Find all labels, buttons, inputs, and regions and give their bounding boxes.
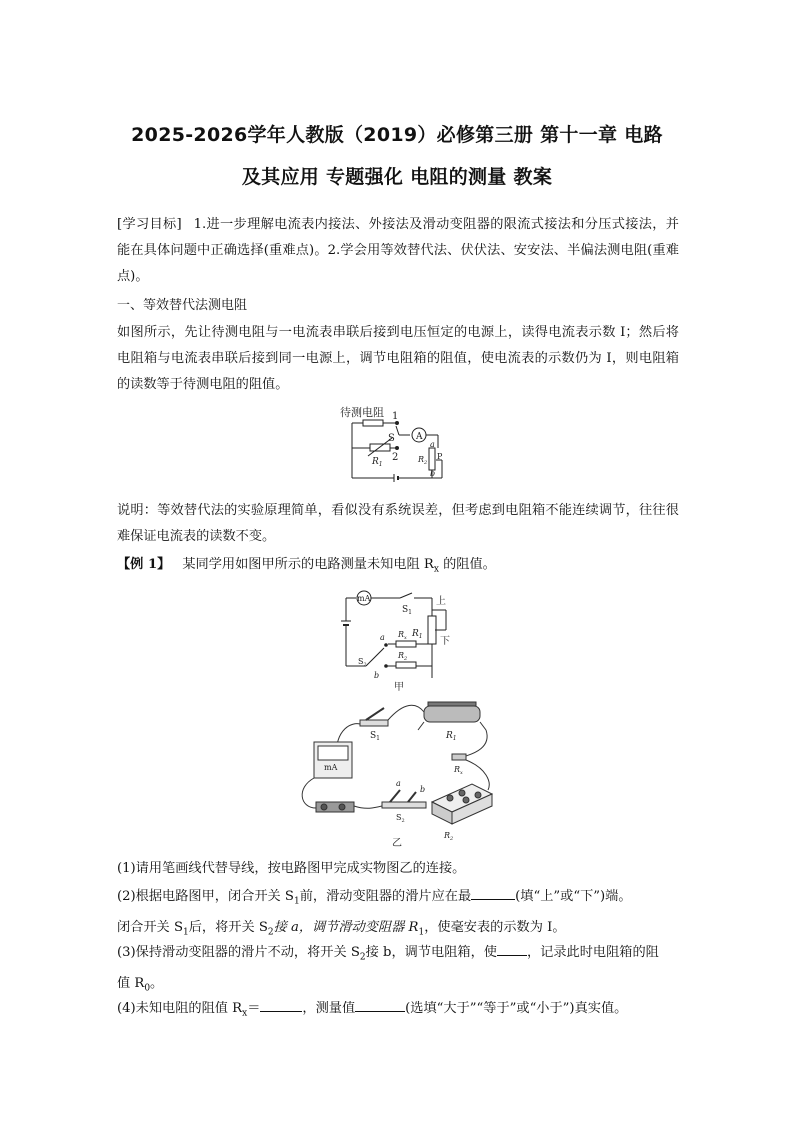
document-title-line2: 及其应用 专题强化 电阻的测量 教案 bbox=[241, 166, 553, 188]
svg-text:S2: $S_2$ bbox=[358, 657, 367, 668]
label-unknown-resistor: 待测电阻 bbox=[340, 406, 384, 419]
svg-text:1: 1 bbox=[392, 411, 399, 422]
svg-text:R1: $R_1$ bbox=[412, 629, 423, 640]
answer-blank-4b[interactable] bbox=[355, 997, 405, 1012]
example1-prompt: 【例 1】 某同学用如图甲所示的电路测量未知电阻 $R_x$ 的阻值。 bbox=[117, 557, 496, 575]
svg-text:2: 2 bbox=[392, 452, 399, 463]
battery-holder bbox=[316, 802, 354, 812]
answer-blank-4a[interactable] bbox=[260, 997, 302, 1012]
svg-text:Rx: $R_x$ bbox=[398, 630, 407, 641]
resistor-rx bbox=[452, 754, 466, 776]
section1-paragraph: 如图所示，先让待测电阻与一电流表串联后接到电压恒定的电源上，读得电流表示数 I；然后将电阻箱与电流表串联后接到同一电源上，调节电阻箱的阻值，使电流表的示数仍为 I，则电阻箱的读数等于待测电阻的阻值。 bbox=[117, 325, 679, 392]
question-3: (3)保持滑动变阻器的滑片不动，将开关 $S_2$接 b，调节电阻箱，使 ，记录此时电阻箱的阻 值 $R_0$。 bbox=[117, 940, 679, 1001]
svg-text:b: b bbox=[374, 671, 380, 680]
svg-text:b: b bbox=[430, 469, 436, 478]
section1-note: 说明：等效替代法的实验原理简单，看似没有系统误差，但考虑到电阻箱不能连续调节，往往很难保证电流表的读数不变。 bbox=[117, 503, 679, 544]
switch-s1 bbox=[360, 708, 388, 742]
svg-text:R2: $R_2$ bbox=[444, 831, 454, 842]
milliammeter-label: mA bbox=[357, 594, 371, 603]
svg-text:上: 上 bbox=[436, 596, 446, 607]
rheostat-r1 bbox=[418, 702, 486, 742]
apparatus-diagram-yi bbox=[296, 698, 496, 848]
svg-text:a: a bbox=[396, 779, 401, 788]
svg-text:S1: $S_1$ bbox=[370, 731, 380, 742]
example1-label: 【例 1】 bbox=[117, 557, 171, 572]
svg-text:mA: mA bbox=[324, 763, 338, 772]
svg-text:b: b bbox=[420, 785, 426, 794]
svg-text:R2: $R_2$ bbox=[398, 651, 408, 662]
objectives-label: [学习目标] bbox=[117, 217, 182, 232]
svg-text:S: S bbox=[388, 433, 395, 444]
schematic-diagram-jia bbox=[336, 586, 460, 692]
svg-text:S2: $S_2$ bbox=[396, 813, 405, 824]
svg-text:Rx: $R_x$ bbox=[454, 765, 463, 776]
learning-objectives bbox=[117, 212, 679, 290]
question-1: (1)请用笔画线代替导线，按电路图甲完成实物图乙的连接。 bbox=[117, 861, 466, 876]
switch-s2 bbox=[382, 779, 426, 824]
resistance-box-r2 bbox=[432, 784, 492, 842]
question-2: (2)根据电路图甲，闭合开关 $S_1$前，滑动变阻器的滑片应在最 (填“上”或“下”)端。 闭合开关 $S_1$后，将开关 $S_2$接 a，调节滑动变阻器 $R_1$，使毫安表的示数为 I。 bbox=[117, 884, 679, 945]
svg-text:P: P bbox=[437, 452, 443, 461]
question-4: (4)未知电阻的阻值 $R_x=$ ，测量值 (选填“大于”“等于”或“小于”)真实值。 bbox=[117, 996, 679, 1027]
ammeter-label: A bbox=[416, 432, 423, 442]
objectives-text: 1.进一步理解电流表内接法、外接法及滑动变阻器的限流式接法和分压式接法，并能在具体问题中正确选择(重难点)。2.学会用等效替代法、伏伏法、安安法、半偏法测电阻(重难点)。 bbox=[117, 217, 679, 284]
svg-text:a: a bbox=[430, 440, 435, 449]
svg-text:下: 下 bbox=[440, 636, 450, 647]
section-heading-equivalent: 一、等效替代法测电阻 bbox=[117, 298, 248, 313]
figure-caption-yi: 乙 bbox=[392, 838, 402, 848]
figure-caption-jia: 甲 bbox=[394, 682, 404, 692]
svg-text:R2: $R_2$ bbox=[418, 455, 428, 466]
svg-text:R1: $R_1$ bbox=[446, 731, 457, 742]
answer-blank-2[interactable] bbox=[471, 885, 515, 900]
svg-text:R1: $R_1$ bbox=[372, 457, 383, 468]
svg-text:a: a bbox=[380, 633, 385, 642]
milliammeter bbox=[314, 742, 352, 778]
answer-blank-3[interactable] bbox=[497, 941, 527, 956]
equivalent-substitution-circuit-diagram bbox=[330, 404, 450, 492]
svg-text:S1: $S_1$ bbox=[402, 605, 412, 616]
document-title-line1: 2025-2026学年人教版（2019）必修第三册 第十一章 电路 bbox=[131, 124, 663, 146]
